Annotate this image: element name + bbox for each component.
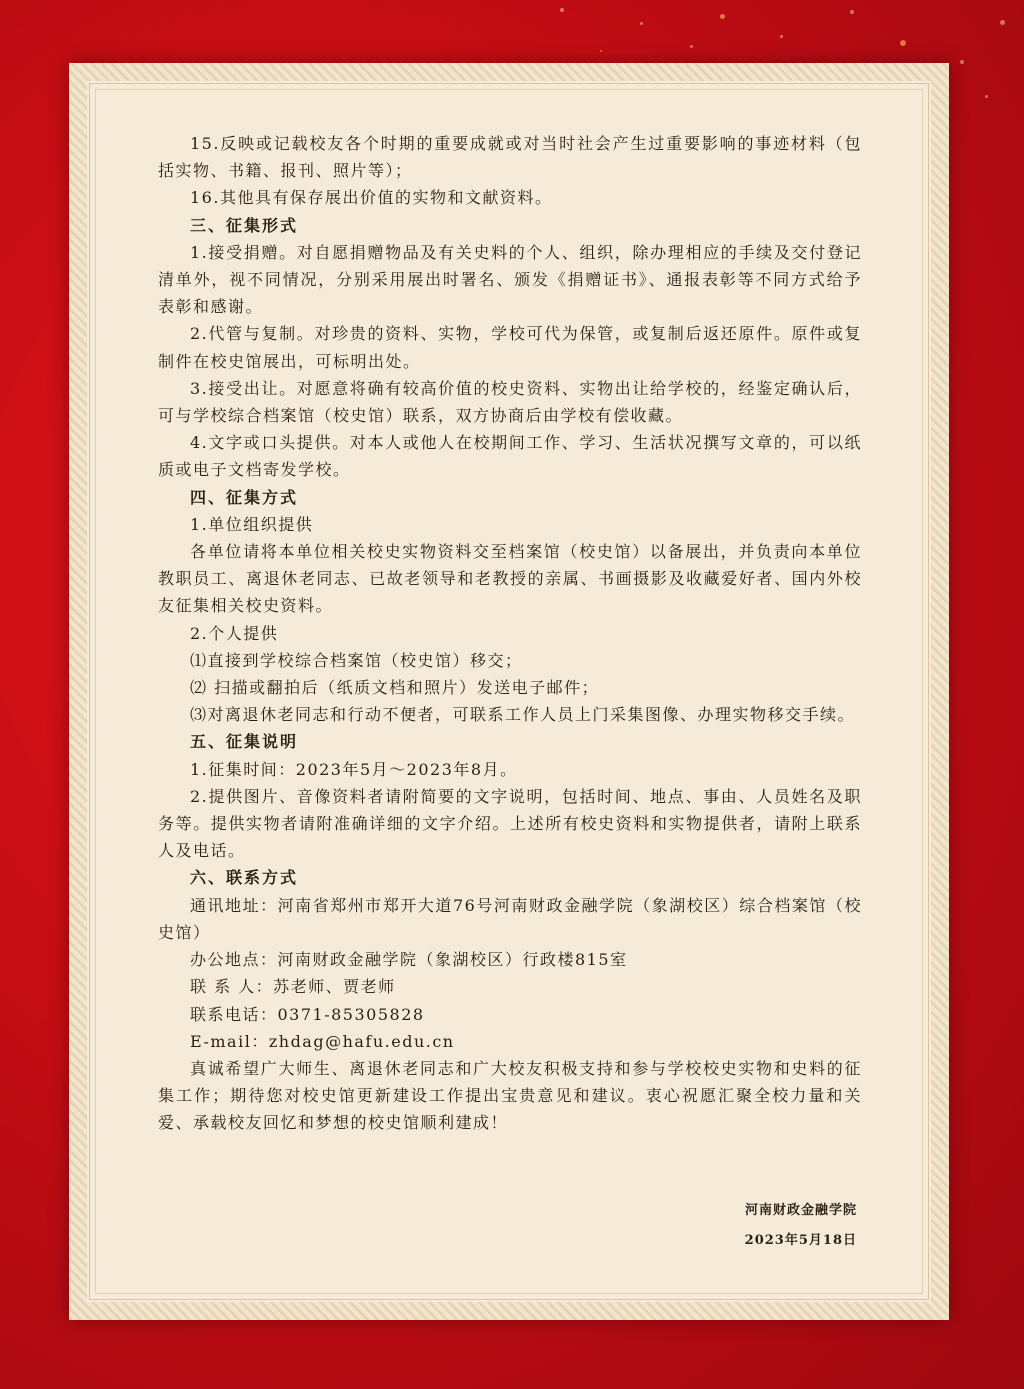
paragraph: 真诚希望广大师生、离退休老同志和广大校友积极支持和参与学校校史实物和史料的征集工作；期待您对校史馆更新建设工作提出宝贵意见和建议。衷心祝愿汇聚全校力量和关爱、承载校友回忆和梦想的校史馆顺利建成！ bbox=[158, 1058, 862, 1133]
paragraph: E-mail：zhdag@hafu.edu.cn bbox=[190, 1031, 455, 1051]
letter-paper bbox=[69, 63, 949, 1320]
paragraph: 1.征集时间：2023年5月～2023年8月。 bbox=[190, 759, 518, 779]
paragraph: 各单位请将本单位相关校史实物资料交至档案馆（校史馆）以备展出，并负责向本单位教职员工、离退休老同志、已故老领导和老教授的亲属、书画摄影及收藏爱好者、国内外校友征集相关校史资料。 bbox=[158, 542, 862, 616]
paragraph: 联系电话：0371-85305828 bbox=[190, 1004, 425, 1024]
paragraph: 4.文字或口头提供。对本人或他人在校期间工作、学习、生活状况撰写文章的，可以纸质或电子文档寄发学校。 bbox=[158, 433, 862, 480]
paragraph: 2.个人提供 bbox=[190, 623, 279, 643]
section-heading: 三、征集形式 bbox=[190, 215, 299, 235]
paragraph: ⑶对离退休老同志和行动不便者，可联系工作人员上门采集图像、办理实物移交手续。 bbox=[190, 705, 856, 725]
paragraph: 2.提供图片、音像资料者请附简要的文字说明，包括时间、地点、事由、人员姓名及职务等。提供实物者请附准确详细的文字介绍。上述所有校史资料和实物提供者，请附上联系人及电话。 bbox=[158, 786, 862, 861]
section-heading: 五、征集说明 bbox=[190, 732, 299, 752]
paragraph: 联 系 人：苏老师、贾老师 bbox=[190, 977, 396, 997]
signature-org: 河南财政金融学院 bbox=[744, 1203, 857, 1218]
section-heading: 六、联系方式 bbox=[190, 868, 299, 888]
paragraph: 2.代管与复制。对珍贵的资料、实物，学校可代为保管，或复制后返还原件。原件或复制件在校史馆展出，可标明出处。 bbox=[158, 324, 862, 371]
signature-block bbox=[745, 1196, 857, 1256]
paragraph: 1.接受捐赠。对自愿捐赠物品及有关史料的个人、组织，除办理相应的手续及交付登记清单外，视不同情况，分别采用展出时署名、颁发《捐赠证书》、通报表彰等不同方式给予表彰和感谢。 bbox=[158, 242, 862, 317]
paragraph: ⑵ 扫描或翻拍后（纸质文档和照片）发送电子邮件； bbox=[190, 678, 600, 698]
letter-body bbox=[158, 130, 862, 1137]
paragraph: ⑴直接到学校综合档案馆（校史馆）移交； bbox=[190, 650, 523, 670]
paragraph: 1.单位组织提供 bbox=[190, 514, 314, 534]
section-heading: 四、征集方式 bbox=[190, 487, 299, 507]
paragraph: 15.反映或记载校友各个时期的重要成就或对当时社会产生过重要影响的事迹材料（包括实物、书籍、报刊、照片等）； bbox=[158, 134, 862, 181]
paragraph: 3.接受出让。对愿意将确有较高价值的校史资料、实物出让给学校的，经鉴定确认后，可与学校综合档案馆（校史馆）联系，双方协商后由学校有偿收藏。 bbox=[158, 378, 862, 426]
paragraph: 办公地点：河南财政金融学院（象湖校区）行政楼815室 bbox=[190, 950, 628, 970]
paragraph: 16.其他具有保存展出价值的实物和文献资料。 bbox=[190, 188, 553, 208]
signature-date: 2023年5月18日 bbox=[744, 1233, 857, 1248]
paragraph: 通讯地址：河南省郑州市郑开大道76号河南财政金融学院（象湖校区）综合档案馆（校史馆） bbox=[158, 895, 862, 942]
